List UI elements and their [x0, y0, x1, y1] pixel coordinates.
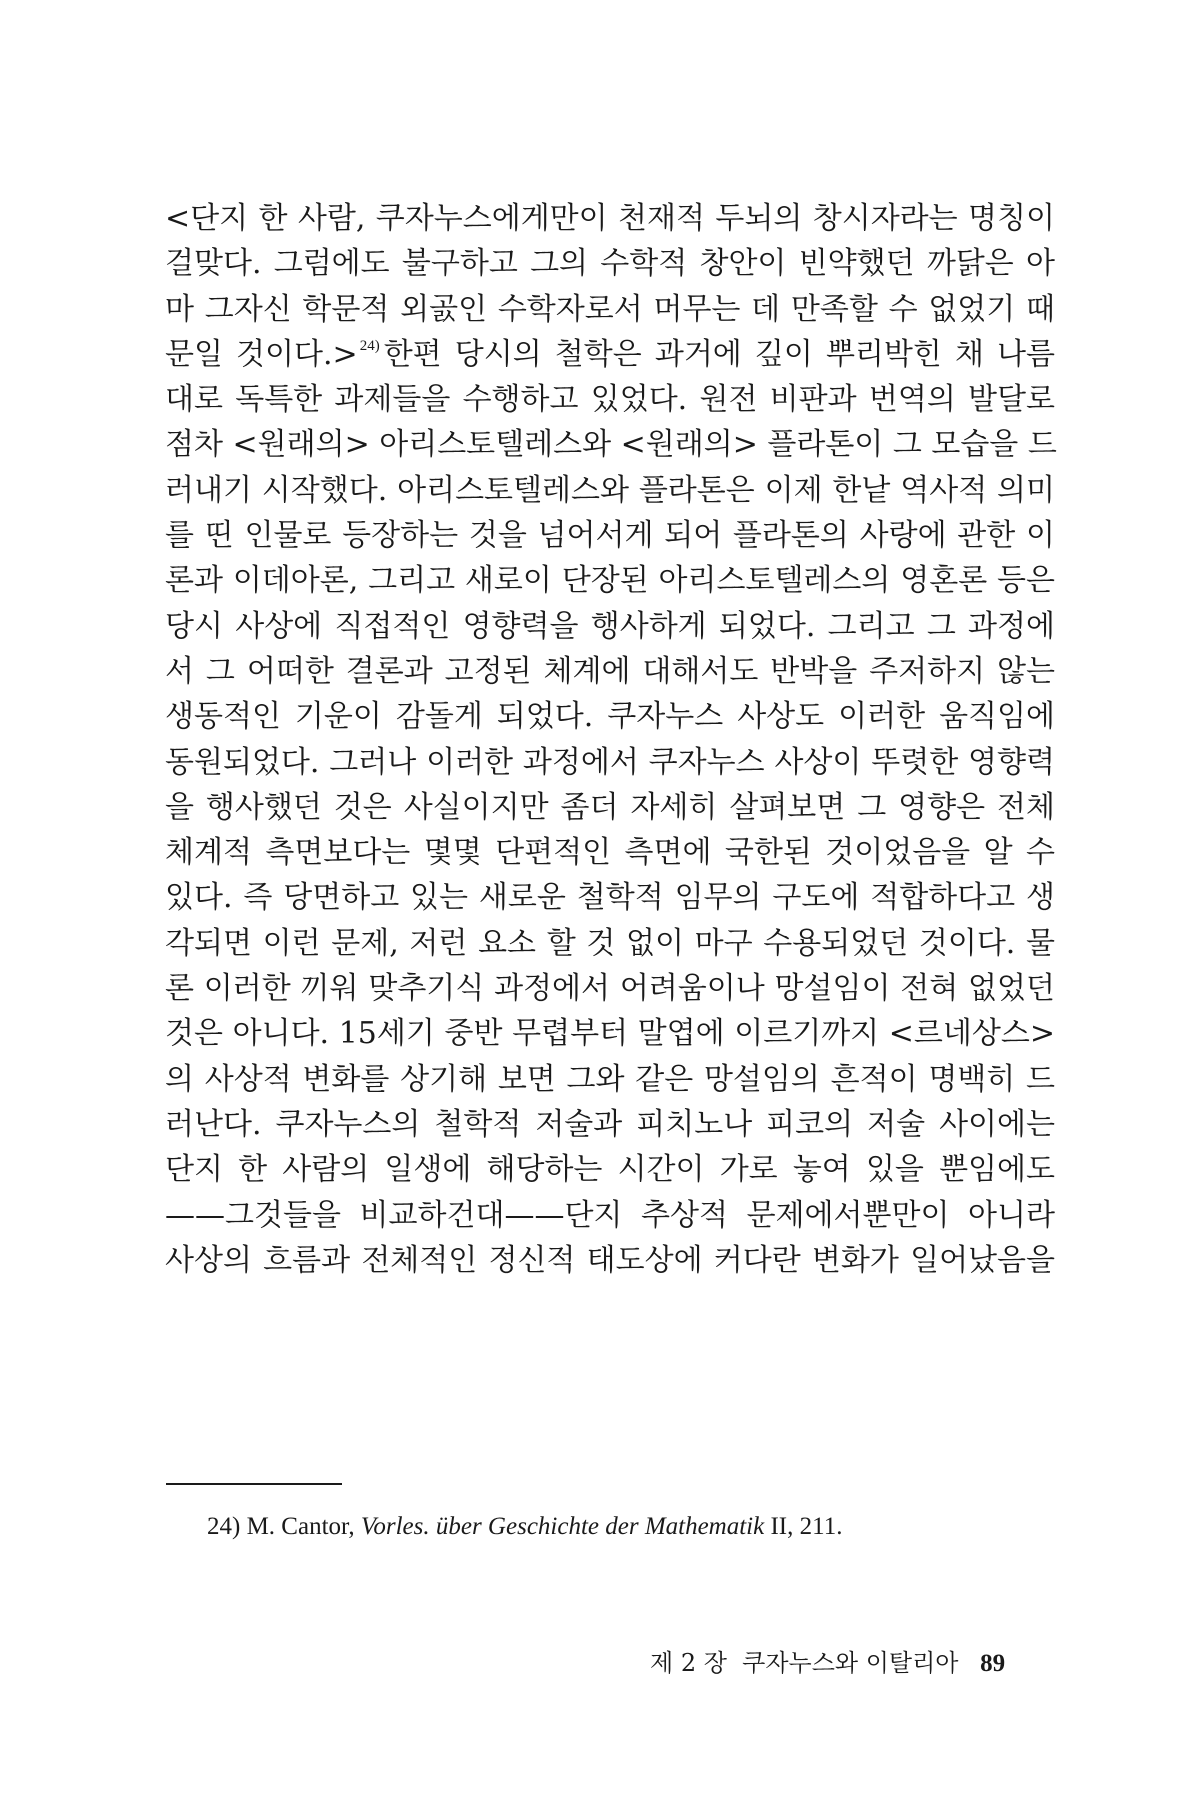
text-line: 동원되었다. 그러나 이러한 과정에서 쿠자누스 사상이 뚜렷한 영향력: [165, 744, 1055, 780]
footnote-title: Vorles. über Geschichte der Mathematik: [360, 1513, 765, 1540]
text-line: 마 그자신 학문적 외곬인 수학자로서 머무는 데 만족할 수 없었기 때: [165, 291, 1055, 327]
text-line: 당시 사상에 직접적인 영향력을 행사하게 되었다. 그리고 그 과정에: [165, 608, 1055, 644]
text-line: 론과 이데아론, 그리고 새로이 단장된 아리스토텔레스의 영혼론 등은: [165, 563, 1055, 599]
footnote-reference: 24): [359, 337, 380, 354]
text-line: ——그것들을 비교하건대——단지 추상적 문제에서뿐만이 아니라: [165, 1197, 1055, 1233]
text-line: 서 그 어떠한 결론과 고정된 체계에 대해서도 반박을 주저하지 않는: [165, 653, 1055, 689]
footnote-pages: II, 211.: [770, 1513, 843, 1540]
chapter-label: 제 2 장: [650, 1649, 727, 1677]
text-segment: 문일 것이다.>: [165, 336, 358, 372]
chapter-title: 쿠자누스와 이탈리아: [742, 1649, 959, 1677]
text-line: 각되면 이런 문제, 저런 요소 할 것 없이 마구 수용되었던 것이다. 물: [165, 925, 1055, 961]
text-line: 론 이러한 끼워 맞추기식 과정에서 어려움이나 망설임이 전혀 없었던: [165, 971, 1055, 1007]
text-line: 러내기 시작했다. 아리스토텔레스와 플라톤은 이제 한낱 역사적 의미: [165, 472, 1055, 508]
body-paragraph: [165, 196, 1055, 1283]
footnote-number: 24): [207, 1513, 241, 1540]
text-line: 체계적 측면보다는 몇몇 단편적인 측면에 국한된 것이었음을 알 수: [165, 835, 1055, 871]
text-line: 의 사상적 변화를 상기해 보면 그와 같은 망설임의 흔적이 명백히 드: [165, 1061, 1055, 1097]
text-line: 단지 한 사람의 일생에 해당하는 시간이 가로 놓여 있을 뿐임에도: [165, 1152, 1055, 1188]
text-line-with-footnote-ref: [165, 332, 1055, 377]
text-segment: 한편 당시의 철학은 과거에 깊이 뿌리박힌 채 나름: [383, 336, 1056, 372]
page-number: 89: [980, 1650, 1006, 1677]
text-line: 러난다. 쿠자누스의 철학적 저술과 피치노나 피코의 저술 사이에는: [165, 1106, 1055, 1142]
text-line: 대로 독특한 과제들을 수행하고 있었다. 원전 비판과 번역의 발달로: [165, 382, 1055, 418]
text-line: 를 띤 인물로 등장하는 것을 넘어서게 되어 플라톤의 사랑에 관한 이: [165, 518, 1055, 554]
footnote: [207, 1511, 842, 1543]
footnote-divider: [166, 1483, 342, 1485]
footnote-author: M. Cantor,: [246, 1513, 355, 1540]
text-line: 있다. 즉 당면하고 있는 새로운 철학적 임무의 구도에 적합하다고 생: [165, 880, 1055, 916]
text-line: <단지 한 사람, 쿠자누스에게만이 천재적 두뇌의 창시자라는 명칭이: [165, 201, 1055, 236]
running-footer: [650, 1647, 1005, 1680]
text-line: 것은 아니다. 15세기 중반 무렵부터 말엽에 이르기까지 <르네상스>: [165, 1016, 1055, 1052]
text-line: 생동적인 기운이 감돌게 되었다. 쿠자누스 사상도 이러한 움직임에: [165, 699, 1055, 735]
text-line: 을 행사했던 것은 사실이지만 좀더 자세히 살펴보면 그 영향은 전체: [165, 789, 1055, 825]
text-line: 사상의 흐름과 전체적인 정신적 태도상에 커다란 변화가 일어났음을: [165, 1242, 1055, 1278]
text-line: 점차 <원래의> 아리스토텔레스와 <원래의> 플라톤이 그 모습을 드: [165, 427, 1057, 463]
text-line: 걸맞다. 그럼에도 불구하고 그의 수학적 창안이 빈약했던 까닭은 아: [165, 246, 1055, 282]
